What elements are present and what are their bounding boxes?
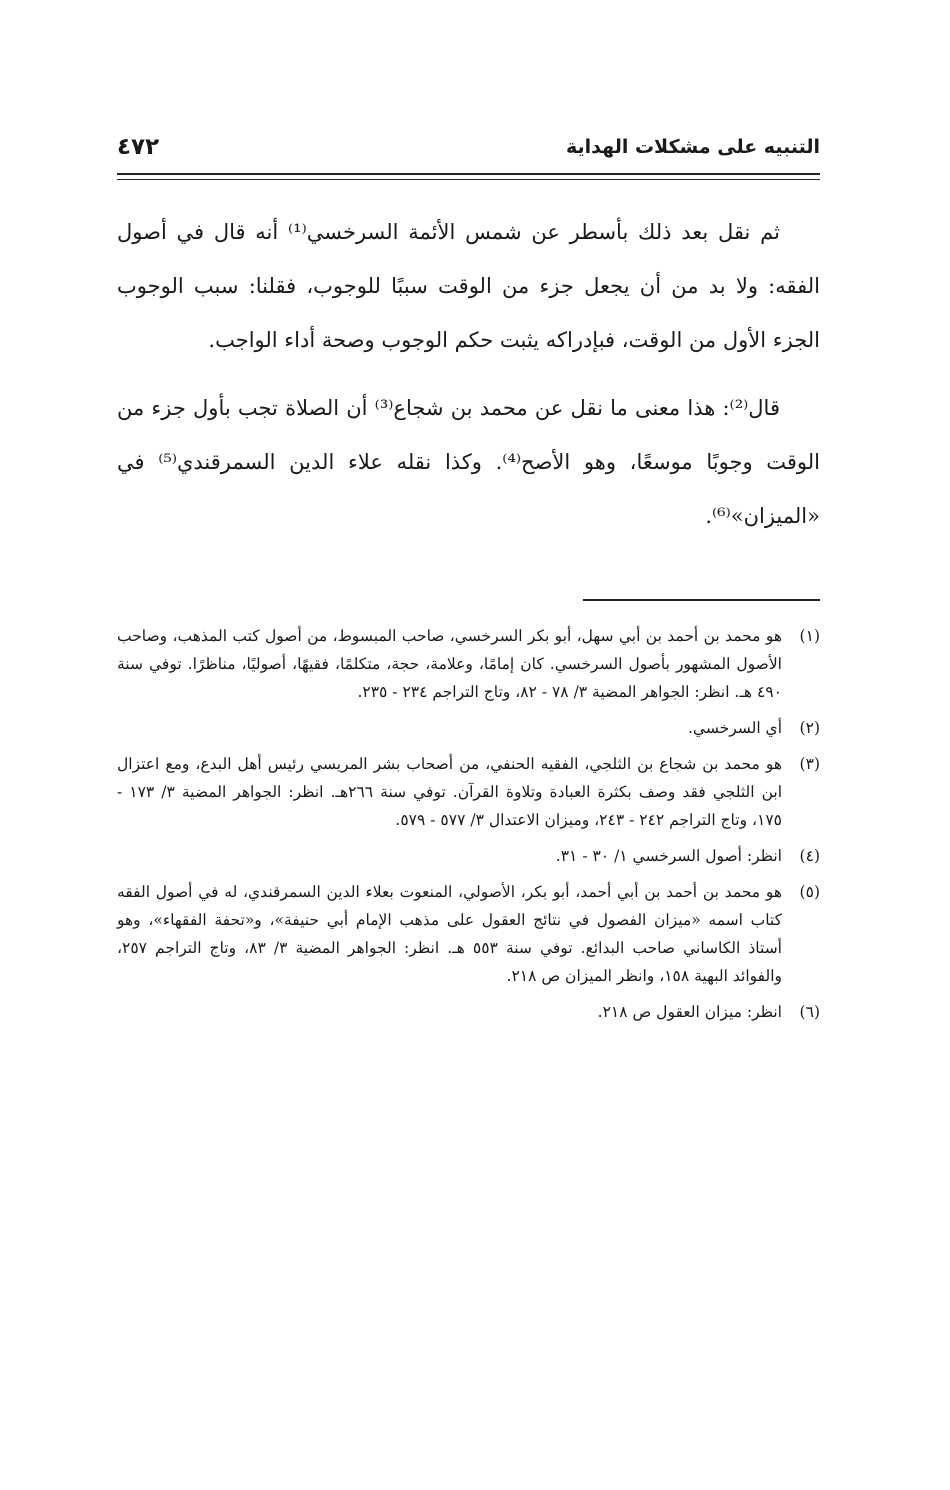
footnote [117, 750, 820, 834]
header-title: التنبيه على مشكلات الهداية [566, 136, 820, 158]
main-text [117, 205, 820, 543]
footnotes [117, 622, 820, 1034]
footnote-number: (٦) [799, 1003, 820, 1021]
footnote-separator [583, 599, 820, 601]
footnote-text: انظر: أصول السرخسي ١/ ٣٠ - ٣١. [555, 847, 782, 865]
footnote-number: (٣) [799, 755, 820, 773]
footnote-text: انظر: ميزان العقول ص ٢١٨. [597, 1003, 782, 1021]
footnote-text: هو محمد بن أحمد بن أبي سهل، أبو بكر السرخسي، صاحب المبسوط، من أصول كتب المذهب، وصاحب الأصول المشهور بأصول السرخسي. كان إمامًا، وعلامة، حجة، متكلمًا، فقيهًا، أصوليًا، مناظرًا. توفي سنة ٤٩٠ هـ. انظر: الجواهر المضية ٣/ ٧٨ - ٨٢، وتاج التراجم ٢٣٤ - ٢٣٥. [117, 627, 782, 701]
footnote [117, 998, 820, 1026]
footnote [117, 622, 820, 706]
footnote-number: (٤) [799, 847, 820, 865]
footnote [117, 878, 820, 990]
page-number: ٤٧٢ [117, 134, 160, 160]
header-rule-thick [117, 173, 820, 175]
footnote-text: هو محمد بن أحمد بن أبي أحمد، أبو بكر، الأصولي، المنعوت بعلاء الدين السمرقندي، له في أصول الفقه كتاب اسمه «ميزان الفصول في نتائج العقول على مذهب الإمام أبي حنيفة»، و«تحفة الفقهاء»، وهو أستاذ الكاساني صاحب البدائع. توفي سنة ٥٥٣ هـ. انظر: الجواهر المضية ٣/ ٨٣، وتاج التراجم ٢٥٧، والفوائد البهية ١٥٨، وانظر الميزان ص ٢١٨. [117, 883, 782, 985]
paragraph-2: قال⁽²⁾: هذا معنى ما نقل عن محمد بن شجاع⁽³⁾ أن الصلاة تجب بأول جزء من الوقت وجوبًا موسعًا، وهو الأصح⁽⁴⁾. وكذا نقله علاء الدين السمرقندي⁽⁵⁾ في «الميزان»⁽⁶⁾. [117, 396, 821, 528]
footnote-number: (٥) [799, 883, 820, 901]
footnote [117, 842, 820, 870]
footnote-text: أي السرخسي. [687, 719, 782, 737]
footnote [117, 714, 820, 742]
footnote-text: هو محمد بن شجاع بن الثلجي، الفقيه الحنفي، من أصحاب بشر المريسي رئيس أهل البدع، ومع اعتزال ابن الثلجي فقد وصف بكثرة العبادة وتلاوة القرآن. توفي سنة ٢٦٦هـ. انظر: الجواهر المضية ٣/ ١٧٣ - ١٧٥، وتاج التراجم ٢٤٢ - ٢٤٣، وميزان الاعتدال ٣/ ٥٧٧ - ٥٧٩. [117, 755, 783, 829]
running-header [117, 136, 820, 176]
footnote-number: (١) [799, 627, 820, 645]
header-rule-thin [117, 179, 820, 180]
footnote-number: (٢) [799, 719, 820, 737]
paragraph-1: ثم نقل بعد ذلك بأسطر عن شمس الأئمة السرخسي⁽¹⁾ أنه قال في أصول الفقه: ولا بد من أن يجعل جزء من الوقت سببًا للوجوب، فقلنا: سبب الوجوب الجزء الأول من الوقت، فبإدراكه يثبت حكم الوجوب وصحة أداء الواجب. [117, 220, 820, 352]
